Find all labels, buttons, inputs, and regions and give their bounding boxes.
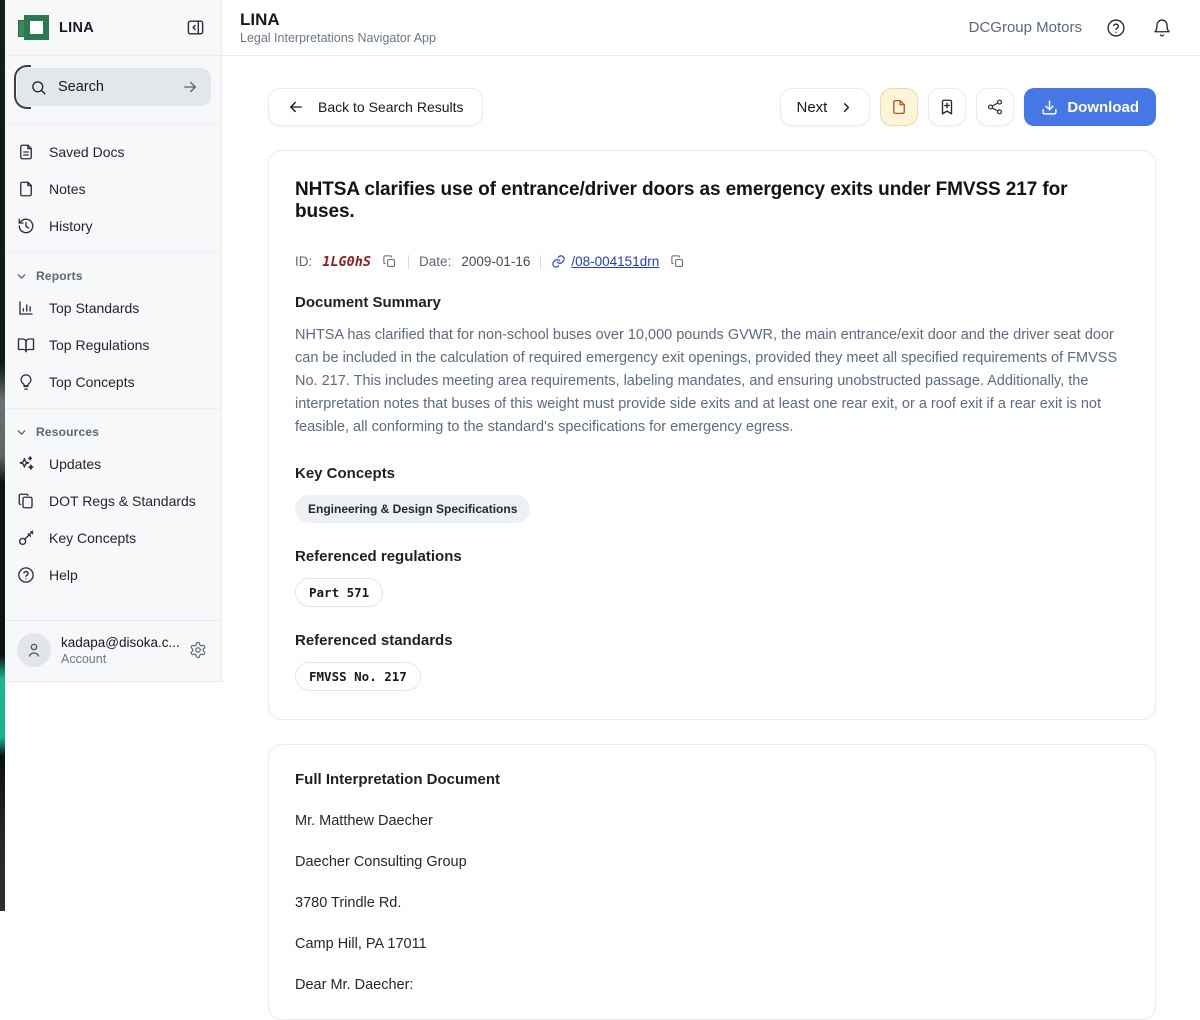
document-title: NHTSA clarifies use of entrance/driver doors as emergency exits under FMVSS 217 for buses.: [295, 179, 1068, 222]
sidebar-item-notes[interactable]: Notes: [5, 170, 221, 207]
share-icon: [986, 98, 1004, 116]
help-circle-icon: [1106, 18, 1126, 38]
sidebar-item-history[interactable]: History: [5, 207, 221, 244]
copy-link-button[interactable]: [669, 253, 686, 270]
copy-icon: [670, 254, 685, 269]
letter-line: Camp Hill, PA 17011: [295, 935, 427, 952]
section-header-resources[interactable]: Resources: [5, 417, 221, 445]
avatar: [17, 633, 51, 667]
content-scroll-area[interactable]: [222, 56, 1200, 1020]
panel-collapse-icon: [186, 18, 205, 37]
sidebar-item-dot-regs-standards[interactable]: DOT Regs & Standards: [5, 482, 221, 519]
sidebar-collapse-button[interactable]: [184, 16, 207, 39]
book-open-icon: [17, 336, 35, 354]
summary-heading: Document Summary: [295, 294, 441, 311]
account-section[interactable]: [5, 620, 221, 681]
file-text-icon: [17, 143, 35, 161]
org-name: DCGroup Motors: [968, 19, 1082, 36]
bar-chart-icon: [17, 299, 35, 317]
sidebar-item-help[interactable]: Help: [5, 556, 221, 593]
next-document-button[interactable]: Next: [780, 88, 870, 126]
app-logo: [17, 13, 49, 43]
copy-icon: [382, 254, 397, 269]
full-interpretation-card: [268, 744, 1156, 1020]
copy-id-button[interactable]: [381, 253, 398, 270]
regulation-chip[interactable]: Part 571: [295, 578, 383, 607]
help-circle-icon: [17, 566, 35, 584]
standards-heading: Referenced standards: [295, 631, 453, 649]
sidebar-item-top-concepts[interactable]: Top Concepts: [5, 363, 221, 400]
summary-text: NHTSA has clarified that for non-school buses over 10,000 pounds GVWR, the main entrance/exit door and the driver seat door can be included in the calculation of required emergency exit openings, provided they meet all specified requirements of FMVSS No. 217. This includes meeting area requirements, labeling mandates, and ensuring unobstructed passage. Additionally, the interpretation notes that buses of this weight must provide side exits and at least one rear exit, or a roof exit if a rear exit is not feasible, all conforming to the standard's specifications for emergency egress.: [295, 327, 1118, 435]
download-button[interactable]: Download: [1024, 88, 1156, 126]
sidebar-item-key-concepts[interactable]: Key Concepts: [5, 519, 221, 556]
document-toolbar: [268, 88, 1156, 126]
document-meta-row: [295, 253, 1129, 270]
letter-line: Dear Mr. Daecher:: [295, 976, 414, 993]
document-icon: [890, 98, 908, 116]
chevron-right-icon: [839, 100, 854, 115]
letter-line: 3780 Trindle Rd.: [295, 894, 402, 911]
meta-divider: [408, 255, 409, 269]
app-title: LINA: [240, 10, 280, 29]
document-id: 1LG0hS: [322, 253, 372, 270]
date-label: Date:: [419, 254, 452, 269]
arrow-left-icon: [287, 98, 305, 116]
sidebar-item-updates[interactable]: Updates: [5, 445, 221, 482]
arrow-right-icon: [181, 78, 199, 96]
back-to-results-button[interactable]: Back to Search Results: [268, 88, 483, 126]
meta-divider: [540, 255, 541, 269]
app-subtitle: Legal Interpretations Navigator App: [240, 31, 436, 45]
sidebar-item-top-regulations[interactable]: Top Regulations: [5, 326, 221, 363]
section-header-reports[interactable]: Reports: [5, 261, 221, 289]
letter-heading: Full Interpretation Document: [295, 770, 501, 788]
main-area: [222, 0, 1200, 993]
file-icon: [17, 180, 35, 198]
sidebar-item-top-standards[interactable]: Top Standards: [5, 289, 221, 326]
copy-pages-icon: [17, 492, 35, 510]
bell-icon: [1152, 18, 1172, 38]
letter-line: Mr. Matthew Daecher: [295, 812, 433, 829]
settings-button[interactable]: [187, 639, 209, 661]
bookmark-button[interactable]: [928, 88, 966, 126]
account-email: kadapa@disoka.c...: [61, 634, 180, 650]
help-button[interactable]: [1104, 16, 1128, 40]
gear-icon: [189, 641, 207, 659]
sidebar-divider: [5, 124, 221, 125]
sidebar-app-name: LINA: [59, 19, 95, 36]
letter-line: Daecher Consulting Group: [295, 853, 467, 870]
standard-chip[interactable]: FMVSS No. 217: [295, 662, 421, 691]
id-label: ID:: [295, 254, 313, 269]
download-icon: [1041, 99, 1058, 116]
document-view-button[interactable]: [880, 88, 918, 126]
share-button[interactable]: [976, 88, 1014, 126]
sidebar-divider: [5, 252, 221, 253]
sidebar-item-saved-docs[interactable]: Saved Docs: [5, 133, 221, 170]
sparkles-icon: [17, 455, 35, 473]
sidebar: [5, 0, 222, 682]
search-icon: [30, 79, 47, 96]
document-date: 2009-01-16: [461, 254, 531, 269]
top-header: [222, 0, 1200, 56]
key-concepts-heading: Key Concepts: [295, 464, 396, 482]
key-icon: [17, 529, 35, 547]
search-label: Search: [58, 79, 104, 95]
source-document-link[interactable]: /08-004151drn: [551, 254, 659, 269]
document-summary-card: [268, 150, 1156, 720]
history-icon: [17, 217, 35, 235]
sidebar-header: [5, 0, 221, 56]
key-concept-chip[interactable]: Engineering & Design Specifications: [295, 495, 530, 523]
chevron-down-icon: [15, 270, 28, 283]
sidebar-column: [5, 0, 222, 911]
link-icon: [551, 254, 566, 269]
regulations-heading: Referenced regulations: [295, 547, 462, 565]
search-input[interactable]: [17, 68, 211, 106]
chevron-down-icon: [15, 426, 28, 439]
account-label: Account: [61, 651, 107, 666]
notifications-button[interactable]: [1150, 16, 1174, 40]
bookmark-plus-icon: [938, 98, 956, 116]
sidebar-divider: [5, 408, 221, 409]
lightbulb-icon: [17, 373, 35, 391]
